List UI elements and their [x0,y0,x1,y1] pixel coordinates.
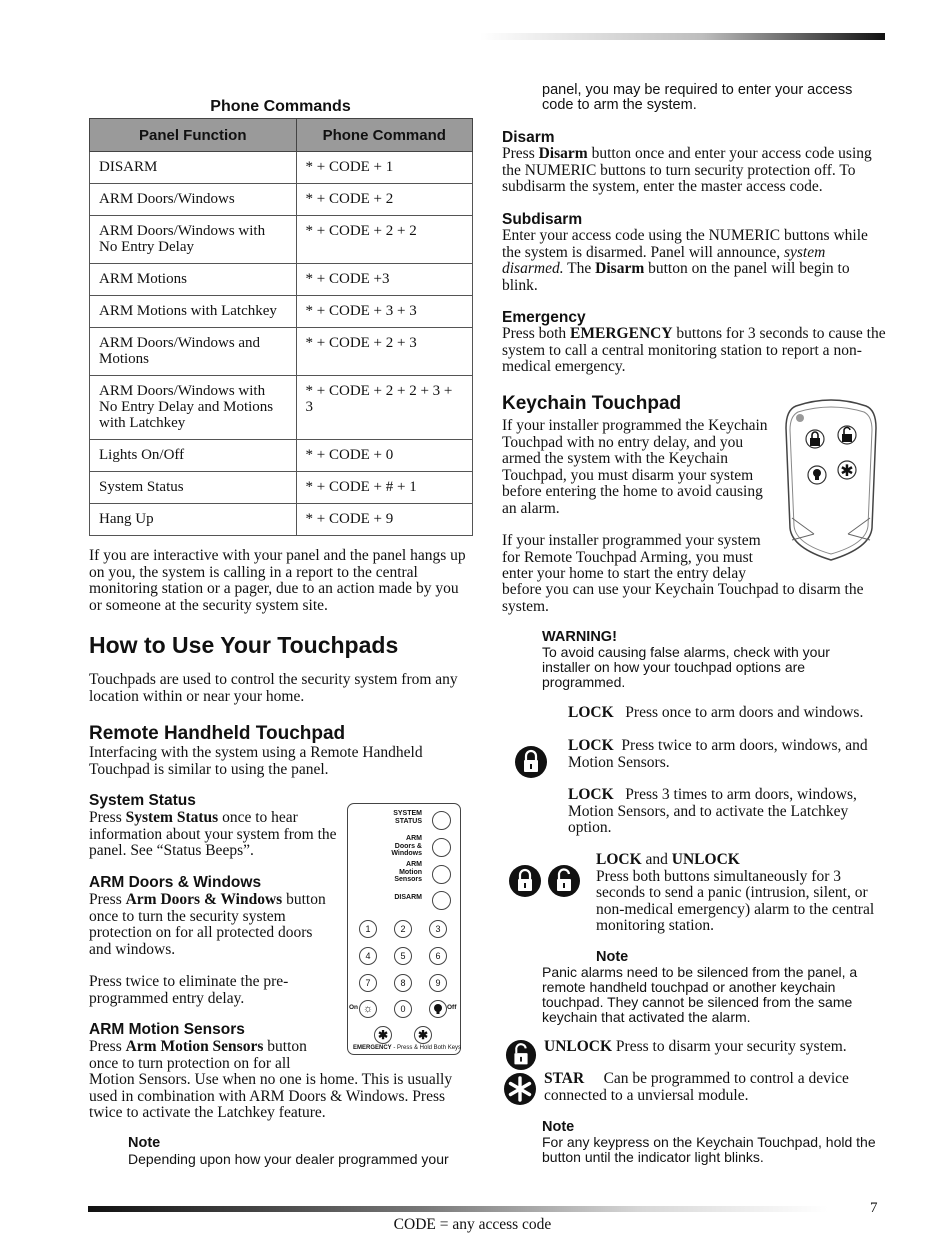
warning-text: To avoid causing false alarms, check with your installer on how your touchpad options are programmed. [542,644,830,690]
table-cell: ARM Motions with Latchkey [90,296,297,328]
table-header-row [90,119,473,152]
lock-icon [514,745,548,779]
table-cell: Lights On/Off [90,440,297,472]
light-off-icon [429,1000,447,1018]
table-cell: ARM Doors/Windows with No Entry Delay and Motions with Latchkey [90,376,297,440]
note-text: Depending upon how your dealer programmed your [128,1151,449,1167]
star-text: STAR Can be programmed to control a device connected to a unviersal module. [544,1070,849,1104]
system-status-text: Press System Status once to hear information about your system from the panel. See “Status Beeps”. [89,809,337,859]
keychain-touchpad-illustration [784,398,878,564]
arm-motion-title: ARM Motion Sensors [89,1021,245,1038]
table-cell: ARM Doors/Windows and Motions [90,328,297,376]
table-cell: * + CODE + 0 [296,440,472,472]
key-4: 4 [359,947,377,965]
system-status-key-label: SYSTEM STATUS [393,810,422,825]
key-2: 2 [394,920,412,938]
table-row [90,184,473,216]
table-row [90,328,473,376]
disarm-key-label: DISARM [394,894,422,901]
table-cell: System Status [90,472,297,504]
keychain-title: Keychain Touchpad [502,393,682,414]
table-cell: DISARM [90,152,297,184]
arm-doors-windows-key-label: ARM Doors & Windows [391,835,422,857]
warning-title: WARNING! [542,629,617,645]
table-cell: Hang Up [90,504,297,536]
arm-motion-text-2: Motion Sensors. Use when no one is home. This is usually used in combination with ARM Doors & Windows. Press twice to activate the Latchkey feature. [89,1071,453,1121]
unlock-icon [505,1039,537,1071]
system-status-key [432,811,451,830]
continued-note-text: panel, you may be required to enter your access code to arm the system. [542,82,853,113]
table-cell: * + CODE + 1 [296,152,472,184]
table-row [90,264,473,296]
table-row [90,296,473,328]
key-9: 9 [429,974,447,992]
table-row [90,472,473,504]
touchpads-intro: Touchpads are used to control the security system from any location within or near your home. [89,671,458,705]
subdisarm-text: Enter your access code using the NUMERIC buttons while the system is disarmed. Panel will announce, system disarmed. The Disarm button on the panel will begin to blink. [502,227,868,294]
table-cell: ARM Motions [90,264,297,296]
emergency-caption: EMERGENCY - Press & Hold Both Keys [353,1045,462,1051]
lock-three-times-text: LOCK Press 3 times to arm doors, windows, Motion Sensors, and to activate the Latchkey option. [568,786,857,836]
system-status-title: System Status [89,792,196,809]
table-cell: ARM Doors/Windows with No Entry Delay [90,216,297,264]
key-0: 0 [394,1000,412,1018]
unlock-text: UNLOCK Press to disarm your security system. [544,1038,847,1055]
arm-motion-key [432,865,451,884]
subdisarm-title: Subdisarm [502,211,583,228]
table-cell: * + CODE + 9 [296,504,472,536]
table-row [90,376,473,440]
key-3: 3 [429,920,447,938]
remote-touchpad-intro: Interfacing with the system using a Remote Handheld Touchpad is similar to using the panel. [89,744,423,778]
keychain-text-2: If your installer programmed your system for Remote Touchpad Arming, you must enter your home to start the entry delay [502,532,761,582]
disarm-key [432,891,451,910]
note-title: Note [128,1135,161,1151]
arm-motion-text: Press Arm Motion Sensors button once to turn protection on for all [89,1038,307,1072]
key-7: 7 [359,974,377,992]
key-8: 8 [394,974,412,992]
table-cell: ARM Doors/Windows [90,184,297,216]
code-definition-footer: CODE = any access code [393,1216,552,1233]
svg-text:✱: ✱ [840,461,854,480]
key-6: 6 [429,947,447,965]
emergency-text: Press both EMERGENCY buttons for 3 seconds to cause the system to call a central monitoring station to report a non-medical emergency. [502,325,886,375]
bottom-decorative-bar [88,1206,828,1212]
disarm-title: Disarm [502,129,555,146]
table-cell: * + CODE +3 [296,264,472,296]
unlock-icon [547,864,581,898]
emergency-key-left-icon: ✱ [374,1026,392,1044]
key-5: 5 [394,947,412,965]
column-header: Panel Function [90,119,297,152]
keychain-text-1: If your installer programmed the Keychain Touchpad with no entry delay, and you armed the system with the Keychain Touchpad, you must disarm your system before entering the home to avoid causing an alarm. [502,417,768,517]
table-row [90,440,473,472]
arm-doors-windows-key [432,838,451,857]
on-label: On [349,1004,359,1011]
key-1: 1 [359,920,377,938]
lock-twice-text: LOCK Press twice to arm doors, windows, and Motion Sensors. [568,737,868,771]
table-cell: * + CODE + 2 + 2 + 3 + 3 [296,376,472,440]
column-header: Phone Command [296,119,472,152]
emergency-title: Emergency [502,309,586,326]
section-title-touchpads: How to Use Your Touchpads [89,632,399,658]
off-label: Off [447,1004,457,1011]
lock-and-unlock-text: LOCK and UNLOCK Press both buttons simultaneously for 3 seconds to send a panic (intrusion, silent, or non-medical emergency) alarm to the central monitoring station. [596,851,875,934]
star-icon [503,1072,537,1106]
disarm-text: Press Disarm button once and enter your access code using the NUMERIC buttons to turn security protection off. To subdisarm the system, enter the master access code. [502,145,872,195]
arm-doors-windows-text: Press Arm Doors & Windows button once to turn the security system protection on for all protected doors and windows. [89,891,326,958]
keypress-note-title: Note [542,1119,575,1135]
keypress-note-text: For any keypress on the Keychain Touchpad, hold the button until the indicator light blinks. [542,1134,876,1165]
table-row [90,504,473,536]
phone-commands-table [89,118,473,536]
table-cell: * + CODE + # + 1 [296,472,472,504]
arm-doors-windows-title: ARM Doors & Windows [89,874,262,891]
lock-once-text: LOCK Press once to arm doors and windows. [568,704,864,721]
top-decorative-bar [480,33,885,40]
panic-note-title: Note [596,949,629,965]
table-cell: * + CODE + 2 + 3 [296,328,472,376]
panic-note-text: Panic alarms need to be silenced from the panel, a remote handheld touchpad or another keychain touchpad. They cannot be silenced from the same keychain that activated the alarm. [542,964,858,1025]
remote-touchpad-title: Remote Handheld Touchpad [89,723,346,744]
page-number: 7 [870,1200,878,1216]
table-row [90,152,473,184]
remote-touchpad-illustration [347,803,461,1055]
arm-doors-windows-text-2: Press twice to eliminate the pre-programmed entry delay. [89,973,289,1007]
table-row [90,216,473,264]
table-cell: * + CODE + 2 + 2 [296,216,472,264]
table-cell: * + CODE + 2 [296,184,472,216]
arm-motion-key-label: ARM Motion Sensors [394,861,422,883]
emergency-key-right-icon: ✱ [414,1026,432,1044]
table-title: Phone Commands [210,98,351,115]
light-on-icon: ☼ [359,1000,377,1018]
lock-icon [508,864,542,898]
table-cell: * + CODE + 3 + 3 [296,296,472,328]
hangup-paragraph: If you are interactive with your panel and the panel hangs up on you, the system is calling in a report to the central monitoring station or a pager, due to an action made by you or someone at the security system site. [89,547,466,614]
keychain-text-3: before you can use your Keychain Touchpad to disarm the system. [502,581,864,615]
